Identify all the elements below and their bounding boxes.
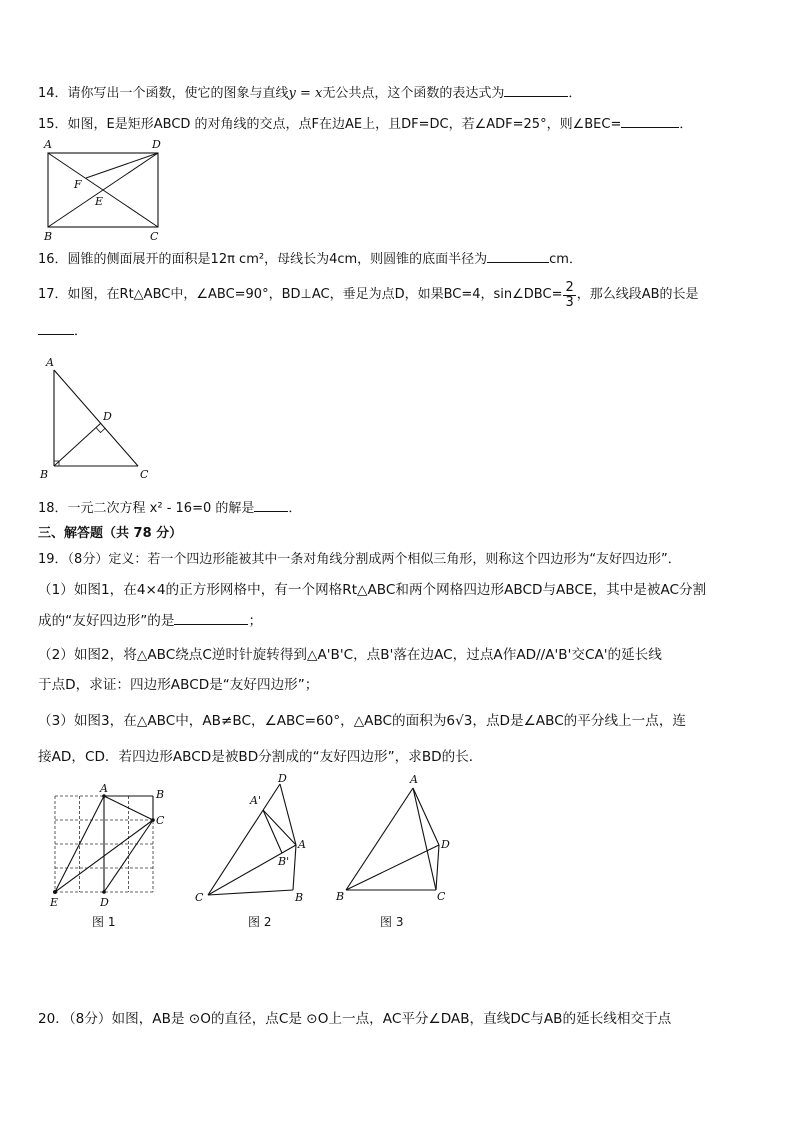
label-e: E [50,896,59,909]
q14-answer-blank[interactable] [504,84,568,97]
question-19-part3-line2: 接AD，CD．若四边形ABCD是被BD分割成的“友好四边形”，求BD的长． [38,749,483,765]
label-b: B [40,468,49,481]
segment-ab [346,788,413,890]
q19-p1b-end: ； [248,613,263,629]
q18-text: 18．一元二次方程 x² - 16=0 的解是 [38,501,255,516]
q16-unit: cm． [549,252,582,267]
segment-a1b1 [263,810,282,853]
figure-2-caption: 图 2 [248,915,272,929]
q17-answer-blank[interactable] [38,322,74,335]
figure-1-caption: 图 1 [92,915,116,929]
label-d: D [100,896,109,909]
q17-suffix: ，那么线段AB的长是 [576,287,699,302]
label-d: D [103,410,112,423]
label-c: C [195,891,204,904]
q14-prefix: 14．请你写出一个函数，使它的图象与直线 [38,86,289,101]
label-d: D [441,838,450,851]
label-b: B [156,788,165,801]
label-c: C [140,468,149,481]
label-a: A [410,773,418,786]
question-20: 20．（8分）如图，AB是 ⊙O的直径，点C是 ⊙O上一点，AC平分∠DAB，直线DC与AB的延长线相交于点 [38,1011,672,1027]
label-c: C [437,890,446,903]
section-3-title: 三、解答题（共 78 分） [38,526,183,541]
question-19-part1-line1: （1）如图1，在4×4的正方形网格中，有一个网格Rt△ABC和两个网格四边形ABCD与ABCE，其中是被AC分割 [38,582,707,598]
right-angle-d [96,428,106,433]
segment-bd [54,423,101,466]
q17-text: 17．如图，在Rt△ABC中，∠ABC=90°，BD⊥AC，垂足为点D，如果BC=4，sin∠DBC= [38,287,563,302]
question-17 [38,278,699,312]
segment-cd [208,784,280,895]
q14-suffix: 无公共点，这个函数的表达式为 [322,86,505,101]
label-d: D [152,138,161,151]
question-14 [38,84,581,103]
q14-formula: y = x [288,86,323,101]
question-18 [38,499,301,518]
label-b: B [295,891,304,904]
question-16 [38,250,582,269]
question-19-intro: 19．（8分）定义：若一个四边形能被其中一条对角线分割成两个相似三角形，则称这个四边形为“友好四边形”． [38,552,681,567]
label-b: B [44,230,53,243]
question-19-part2-line1: （2）如图2，将△ABC绕点C逆时针旋转得到△A'B'C，点B'落在边AC，过点A作AD//A'B'交CA'的延长线 [38,647,662,663]
point-c [151,818,155,822]
question-19-part3-line1: （3）如图3，在△ABC中，AB≠BC，∠ABC=60°，△ABC的面积为6√3，点D是∠ABC的平分线上一点，连 [38,713,687,729]
segment-ca [208,845,296,895]
point-e [53,890,57,894]
question-15 [38,115,692,134]
label-a-prime: A' [250,794,261,807]
point-d [102,890,106,894]
segment-ac [413,788,436,890]
segment-ad [413,788,439,845]
q16-text: 16．圆锥的侧面展开的面积是12π cm²，母线长为4cm，则圆锥的底面半径为 [38,252,488,267]
q17-frac-num: 2 [565,279,574,295]
q14-end: ． [568,86,582,101]
label-a: A [46,356,54,369]
label-b: B [336,890,345,903]
q19-figure-2 [192,770,322,930]
q17-fraction [563,281,575,310]
segment-dc [436,845,439,890]
question-19-part1-line2 [38,611,262,631]
segment-ab [293,845,296,890]
q17-end: ． [74,324,88,339]
q19-answer-blank[interactable] [174,612,248,625]
segment-bc [208,890,293,895]
q15-answer-blank[interactable] [621,115,679,128]
q19-p1b: 成的“友好四边形”的是 [38,613,175,629]
q18-end: ． [288,501,302,516]
label-d: D [278,772,287,785]
label-a: A [100,782,108,795]
q15-text: 15．如图，E是矩形ABCD 的对角线的交点，点F在边AE上，且DF=DC，若∠ADF=25°，则∠BEC= [38,117,622,132]
label-c: C [156,814,165,827]
q15-rectangle-figure [38,136,168,244]
q18-answer-blank[interactable] [254,499,288,512]
label-b-prime: B' [278,855,290,868]
question-17-line2 [38,322,87,341]
figure-3-caption: 图 3 [380,915,404,929]
q15-end: ． [679,117,693,132]
segment-df [86,153,158,178]
q19-figure-1 [40,780,170,930]
label-f: F [74,178,82,191]
q17-triangle-figure [38,352,158,480]
q19-figure-3 [330,770,460,930]
segment-bd [346,845,439,890]
q16-answer-blank[interactable] [487,250,549,263]
question-19-part2-line2: 于点D，求证：四边形ABCD是“友好四边形”； [38,677,319,693]
label-a: A [298,838,306,851]
q17-frac-den: 3 [565,294,574,310]
side-ac [54,370,138,466]
label-a: A [44,138,52,151]
label-c: C [150,230,159,243]
label-e: E [95,195,104,208]
